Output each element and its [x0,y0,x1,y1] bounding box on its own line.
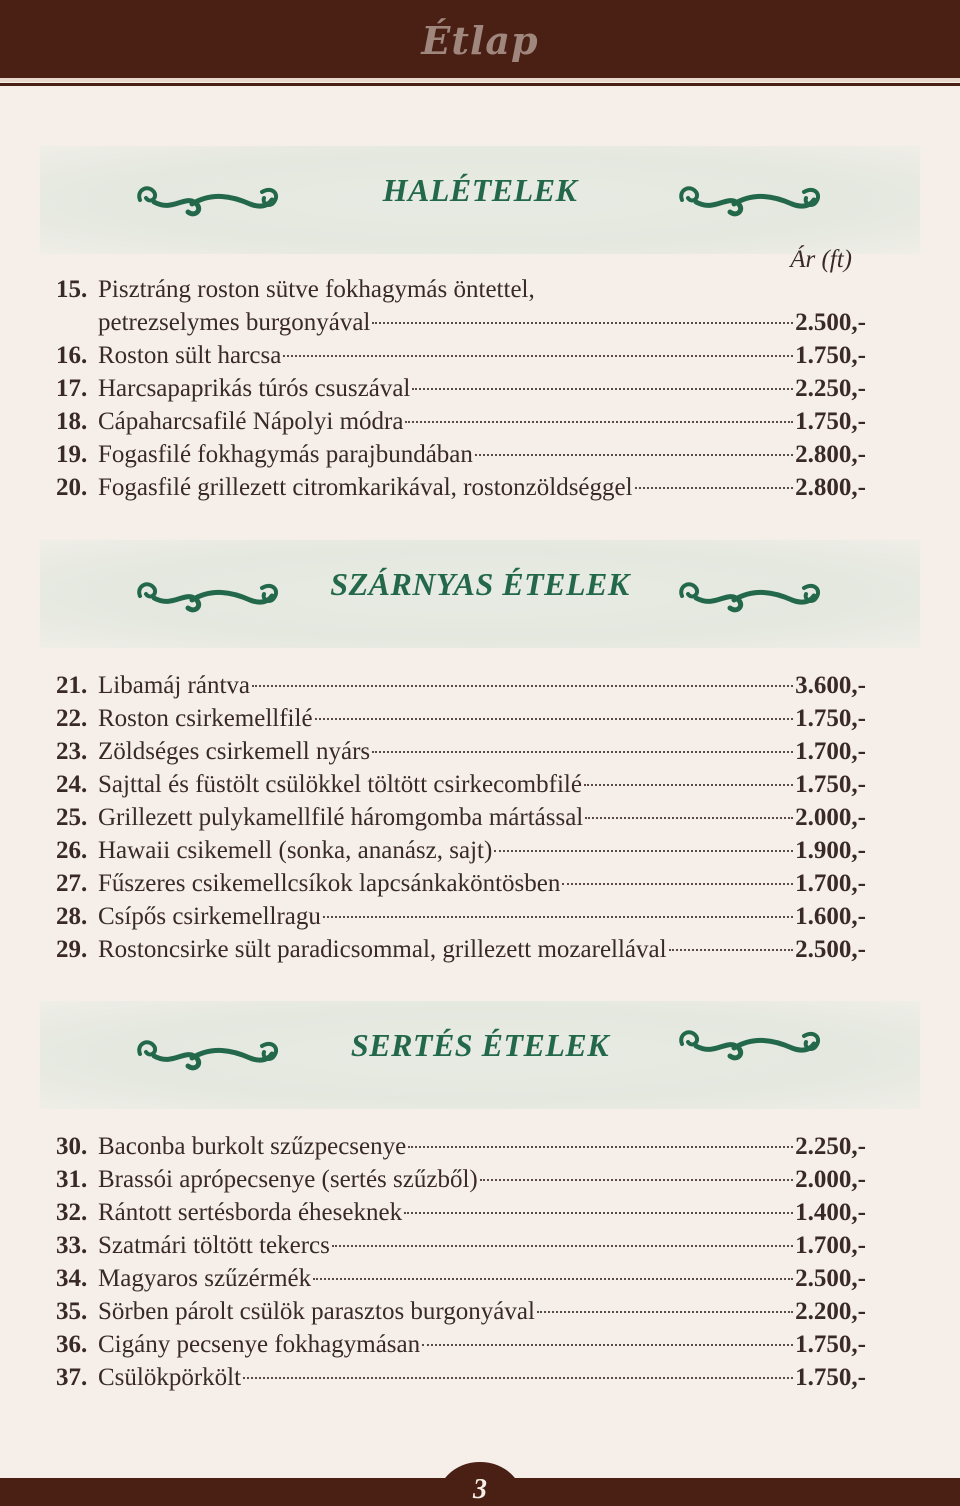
menu-item: 37. Csülökpörkölt 1.750,- [56,1364,866,1391]
menu-item: 26. Hawaii csikemell (sonka, ananász, sajt) 1.900,- [56,837,866,864]
menu-item: 27. Fűszeres csikemellcsíkok lapcsánkaköntösben 1.700,- [56,870,866,897]
menu-item: 30. Baconba burkolt szűzpecsenye 2.250,- [56,1133,866,1160]
section-title: SERTÉS ÉTELEK [350,1027,610,1063]
menu-item: 32. Rántott sertésborda éheseknek 1.400,- [56,1199,866,1226]
menu-item: 23. Zöldséges csirkemell nyárs 1.700,- [56,738,866,765]
menu-item: 29. Rostoncsirke sült paradicsommal, grillezett mozarellával 2.500,- [56,936,866,963]
section-title: HALÉTELEK [382,172,578,208]
menu-item: 28. Csípős csirkemellragu 1.600,- [56,903,866,930]
menu-item: 16. Roston sült harcsa 1.750,- [56,342,866,369]
menu-item: 19. Fogasfilé fokhagymás parajbundában 2.800,- [56,441,866,468]
menu-item [56,273,866,306]
item-number: 15. [56,276,88,303]
menu-item: 35. Sörben párolt csülök parasztos burgonyával 2.200,- [56,1298,866,1325]
menu-item: 31. Brassói aprópecsenye (sertés szűzből) 2.000,- [56,1166,866,1193]
item-price: 2.500,- [795,309,866,336]
menu-item: 21. Libamáj rántva 3.600,- [56,672,866,699]
menu-item: 34. Magyaros szűzérmék 2.500,- [56,1265,866,1292]
menu-item: 20. Fogasfilé grillezett citromkarikával, rostonzöldséggel 2.800,- [56,474,866,501]
item-name-continued: petrezselymes burgonyával [98,309,371,336]
brand-title: Étlap [421,18,539,63]
menu-item: 33. Szatmári töltött tekercs 1.700,- [56,1232,866,1259]
page-number: 3 [473,1474,487,1505]
menu-item-continued [56,306,866,339]
section-title: SZÁRNYAS ÉTELEK [330,566,630,602]
menu-item: 36. Cigány pecsenye fokhagymásan 1.750,- [56,1331,866,1358]
menu-item: 24. Sajttal és füstölt csülökkel töltött csirkecombfilé 1.750,- [56,771,866,798]
item-name: Pisztráng roston sütve fokhagymás öntettel, [98,276,535,303]
price-column-header: Ár (ft) [790,246,852,273]
menu-item: 17. Harcsapaprikás túrós csuszával 2.250,- [56,375,866,402]
menu-item: 25. Grillezett pulykamellfilé háromgomba mártással 2.000,- [56,804,866,831]
menu-item: 22. Roston csirkemellfilé 1.750,- [56,705,866,732]
menu-item: 18. Cápaharcsafilé Nápolyi módra 1.750,- [56,408,866,435]
